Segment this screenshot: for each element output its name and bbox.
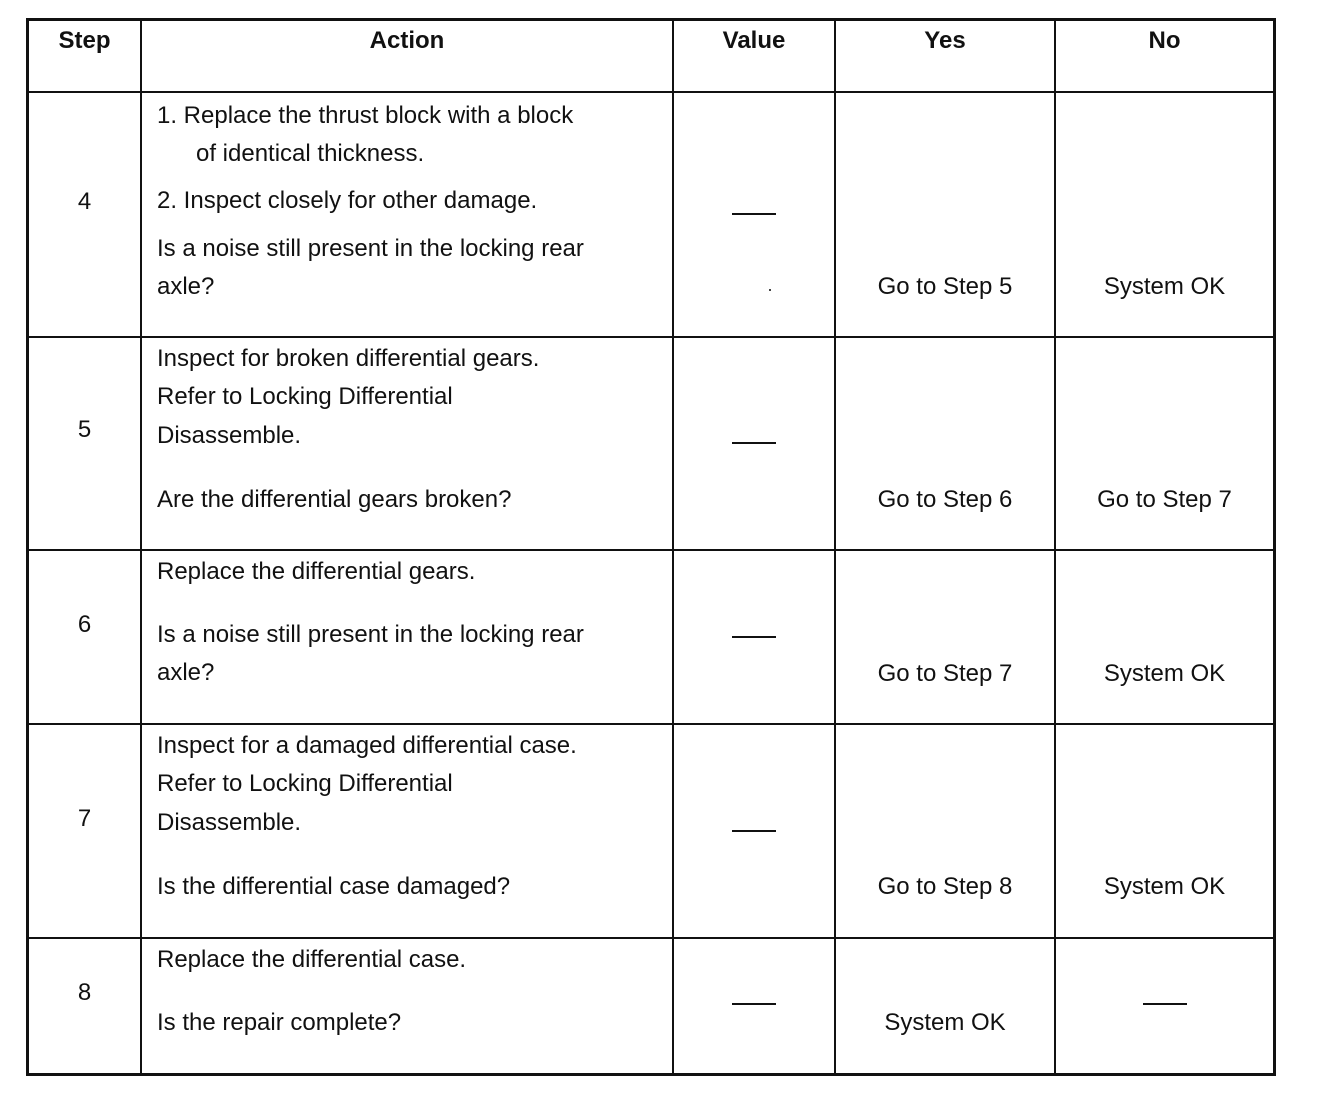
step-number: 5 (77, 416, 92, 443)
value-cell (674, 939, 836, 1073)
step-cell (29, 338, 142, 549)
header-value-cell (674, 21, 836, 91)
header-no-cell (1056, 21, 1273, 91)
value-dash (732, 1003, 776, 1005)
no-result: System OK (1103, 273, 1226, 300)
no-cell (1056, 93, 1273, 336)
yes-cell (836, 93, 1056, 336)
step-number: 8 (77, 979, 92, 1006)
yes-result: Go to Step 8 (877, 873, 1013, 900)
yes-cell (836, 338, 1056, 549)
action-cell (142, 551, 674, 723)
action-line: Inspect for broken differential gears. (157, 345, 540, 372)
value-dash (732, 213, 776, 215)
action-line: Refer to Locking Differential (157, 383, 453, 410)
action-line: Is the differential case damaged? (157, 873, 511, 900)
value-cell (674, 551, 836, 723)
value-dash (732, 830, 776, 832)
no-cell (1056, 338, 1273, 549)
table-row-step-6 (29, 551, 1273, 725)
no-result: System OK (1103, 660, 1226, 687)
no-cell (1056, 939, 1273, 1073)
action-line: Disassemble. (157, 809, 302, 836)
step-cell (29, 551, 142, 723)
action-line: Replace the differential gears. (157, 558, 476, 585)
action-line: Replace the differential case. (157, 946, 467, 973)
yes-cell (836, 551, 1056, 723)
header-step: Step (58, 27, 111, 54)
value-dash (732, 636, 776, 638)
table-row-step-8 (29, 939, 1273, 1073)
action-line: 1. Replace the thrust block with a block (157, 102, 574, 129)
table-row-step-7 (29, 725, 1273, 939)
value-cell (674, 93, 836, 336)
action-line: axle? (157, 659, 215, 686)
action-cell (142, 93, 674, 336)
step-number: 6 (77, 611, 92, 638)
action-line: Is the repair complete? (157, 1009, 402, 1036)
header-no: No (1148, 27, 1181, 54)
action-line: Is a noise still present in the locking rear (157, 235, 584, 262)
header-action: Action (369, 27, 445, 54)
value-cell (674, 725, 836, 937)
table-header-row (29, 21, 1273, 93)
value-cell (674, 338, 836, 549)
header-step-cell (29, 21, 142, 91)
step-number: 7 (77, 805, 92, 832)
header-value: Value (722, 27, 786, 54)
header-yes-cell (836, 21, 1056, 91)
header-action-cell (142, 21, 674, 91)
no-cell (1056, 725, 1273, 937)
no-cell (1056, 551, 1273, 723)
action-cell (142, 939, 674, 1073)
scan-speck (769, 289, 771, 291)
table-row-step-4 (29, 93, 1273, 338)
value-dash (732, 442, 776, 444)
step-cell (29, 93, 142, 336)
step-cell (29, 939, 142, 1073)
yes-cell (836, 725, 1056, 937)
yes-result: System OK (884, 1009, 1006, 1036)
action-line: Refer to Locking Differential (157, 770, 453, 797)
action-line: 2. Inspect closely for other damage. (157, 187, 538, 214)
yes-cell (836, 939, 1056, 1073)
action-cell (142, 338, 674, 549)
table-row-step-5 (29, 338, 1273, 551)
diagnostic-table (26, 18, 1276, 1076)
no-result: Go to Step 7 (1097, 486, 1232, 513)
action-line: Inspect for a damaged differential case. (157, 732, 577, 759)
action-line: Disassemble. (157, 422, 302, 449)
action-line: axle? (157, 273, 215, 300)
action-line: Are the differential gears broken? (157, 486, 512, 513)
no-result: System OK (1103, 873, 1226, 900)
step-number: 4 (77, 188, 92, 215)
header-yes: Yes (924, 27, 966, 54)
yes-result: Go to Step 7 (877, 660, 1013, 687)
no-dash (1143, 1003, 1187, 1005)
action-line: Is a noise still present in the locking rear (157, 621, 584, 648)
yes-result: Go to Step 5 (877, 273, 1013, 300)
action-cell (142, 725, 674, 937)
action-line: of identical thickness. (196, 140, 425, 167)
step-cell (29, 725, 142, 937)
yes-result: Go to Step 6 (877, 486, 1013, 513)
